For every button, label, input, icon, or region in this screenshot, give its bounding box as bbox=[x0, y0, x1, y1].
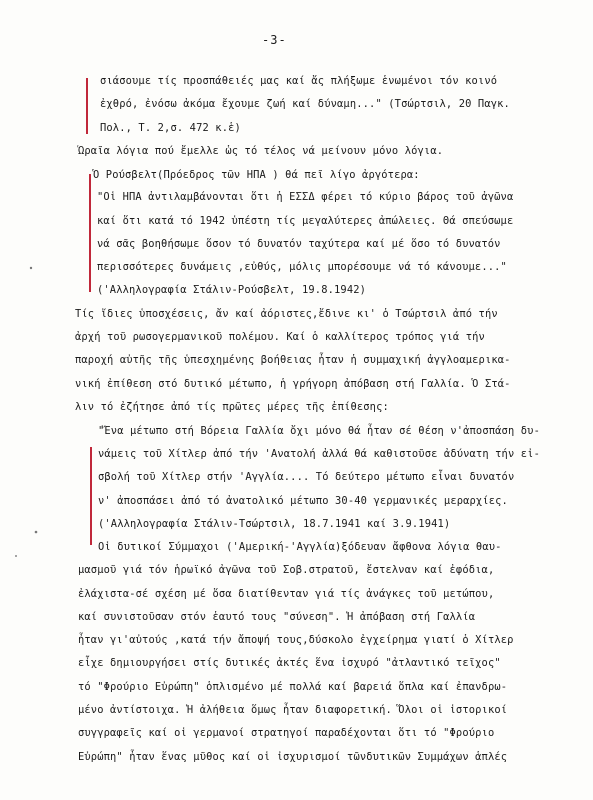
text-line: Τίς ἴδιες ὑποσχέσεις, ἄν καί ἀόριστες,ἔδινε κι' ὁ Τσώρτσιλ ἀπό τήν bbox=[75, 308, 498, 320]
text-line: Πολ., Τ. 2,σ. 472 κ.ἑ) bbox=[100, 122, 241, 134]
text-line: ἐχθρό, ἐνόσω ἀκόμα ἔχουμε ζωή καί δύναμη..." (Τσώρτσιλ, 20 Παγκ. bbox=[100, 98, 510, 110]
text-line: νάμεις τοῦ Χίτλερ ἀπό τήν 'Ανατολή ἀλλά θά καθιστοῦσε ἀδύνατη τήν εἰ- bbox=[98, 448, 540, 460]
text-line: περισσότερες δυνάμεις ,εὐθύς, μόλις μπορέσουμε νά τό κάνουμε..." bbox=[97, 261, 507, 273]
text-line: ἦταν γι'αὐτούς ,κατά τήν ἄποψή τους,δύσκολο ἐγχείρημα γιατί ὁ Χίτλερ bbox=[78, 634, 514, 646]
text-line: σβολή τοῦ Χίτλερ στήν 'Αγγλία.... Τό δεύτερο μέτωπο εἶναι δυνατόν bbox=[98, 471, 515, 483]
text-line: "Οἱ ΗΠΑ ἀντιλαμβάνονται ὅτι ἡ ΕΣΣΔ φέρει τό κύριο βάρος τοῦ ἀγῶνα bbox=[97, 191, 514, 203]
text-line: τό "Φρούριο Εὐρώπη" ὁπλισμένο μέ πολλά καί βαρειά ὅπλα καί ἐπανδρω- bbox=[78, 681, 508, 693]
text-line: εἶχε δημιουργήσει στίς δυτικές ἀκτές ἕνα ἰσχυρό "ἀτλαντικό τεῖχος" bbox=[78, 657, 501, 669]
text-line: ν' ἀποσπάσει ἀπό τό ἀνατολικό μέτωπο 30-40 γερμανικές μεραρχίες. bbox=[98, 495, 508, 507]
text-line: "Ἕνα μέτωπο στή Βόρεια Γαλλία ὄχι μόνο θά ἦταν σέ θέση ν'ἀποσπάση δυ- bbox=[98, 425, 540, 437]
text-line: ('Αλληλογραφία Στάλιν-Τσώρτσιλ, 18.7.1941 καί 3.9.1941) bbox=[98, 518, 451, 530]
text-line: Ὁ Ρούσβελτ(Πρόεδρος τῶν ΗΠΑ ) θά πεῖ λίγο ἀργότερα: bbox=[93, 169, 420, 181]
text-line: Εὐρώπη" ἦταν ἕνας μῦθος καί οἱ ἰσχυρισμοί τῶνδυτικῶν Συμμάχων ἁπλές bbox=[78, 751, 508, 763]
text-line: παροχή αὐτῆς τῆς ὑπεσχημένης βοήθειας ἦταν ἡ συμμαχική ἀγγλοαμερικα- bbox=[75, 354, 511, 366]
text-line: ἀρχή τοῦ ρωσογερμανικοῦ πολέμου. Καί ὁ καλλίτερος τρόπος γιά τήν bbox=[75, 331, 485, 343]
text-line: ἐλάχιστα-σέ σχέση μέ ὅσα διατίθενταν γιά τίς ἀνάγκες τοῦ μετώπου, bbox=[78, 588, 495, 600]
text-line: ('Αλληλογραφία Στάλιν-Ρούσβελτ, 19.8.1942) bbox=[97, 284, 367, 296]
text-line: λιν τό ἐζήτησε ἀπό τίς πρῶτες μέρες τῆς ἐπίθεσης: bbox=[75, 401, 389, 413]
text-line: μένο ἀντίστοιχα. Ἡ ἀλήθεια ὅμως ἦταν διαφορετική. Ὅλοι οἱ ἱστορικοί bbox=[78, 704, 508, 716]
text-line: μασμοῦ γιά τόν ἡρωϊκό ἀγῶνα τοῦ Σοβ.στρατοῦ, ἔστελναν καί ἐφόδια, bbox=[78, 564, 495, 576]
text-line: καί ὅτι κατά τό 1942 ὑπέστη τίς μεγαλύτερες ἀπώλειες. Θά σπεύσωμε bbox=[97, 215, 514, 227]
text-line: σιάσουμε τίς προσπάθειές μας καί ἄς πλήξωμε ἑνωμένοι τόν κοινό bbox=[100, 75, 498, 87]
text-line: Οἱ δυτικοί Σύμμαχοι ('Αμερική-'Αγγλία)ξόδευαν ἄφθονα λόγια θαυ- bbox=[98, 541, 502, 553]
text-line: συγγραφεῖς καί οἱ γερμανοί στρατηγοί παραδέχονται ὅτι τό "Φρούριο bbox=[78, 727, 495, 739]
page-number: -3- bbox=[262, 33, 287, 47]
text-line: Ὡραῖα λόγια πού ἔμελλε ὡς τό τέλος νά μείνουν μόνο λόγια. bbox=[78, 145, 444, 157]
text-line: καί συνιστοῦσαν στόν ἑαυτό τους "σύνεση". Ἡ ἀπόβαση στή Γαλλία bbox=[78, 611, 476, 623]
text-line: νική ἐπίθεση στό δυτικό μέτωπο, ἡ γρήγορη ἀπόβαση στή Γαλλία. Ὁ Στά- bbox=[75, 378, 511, 390]
text-line: νά σᾶς βοηθήσωμε ὅσον τό δυνατόν ταχύτερα καί μέ ὅσο τό δυνατόν bbox=[97, 238, 501, 250]
